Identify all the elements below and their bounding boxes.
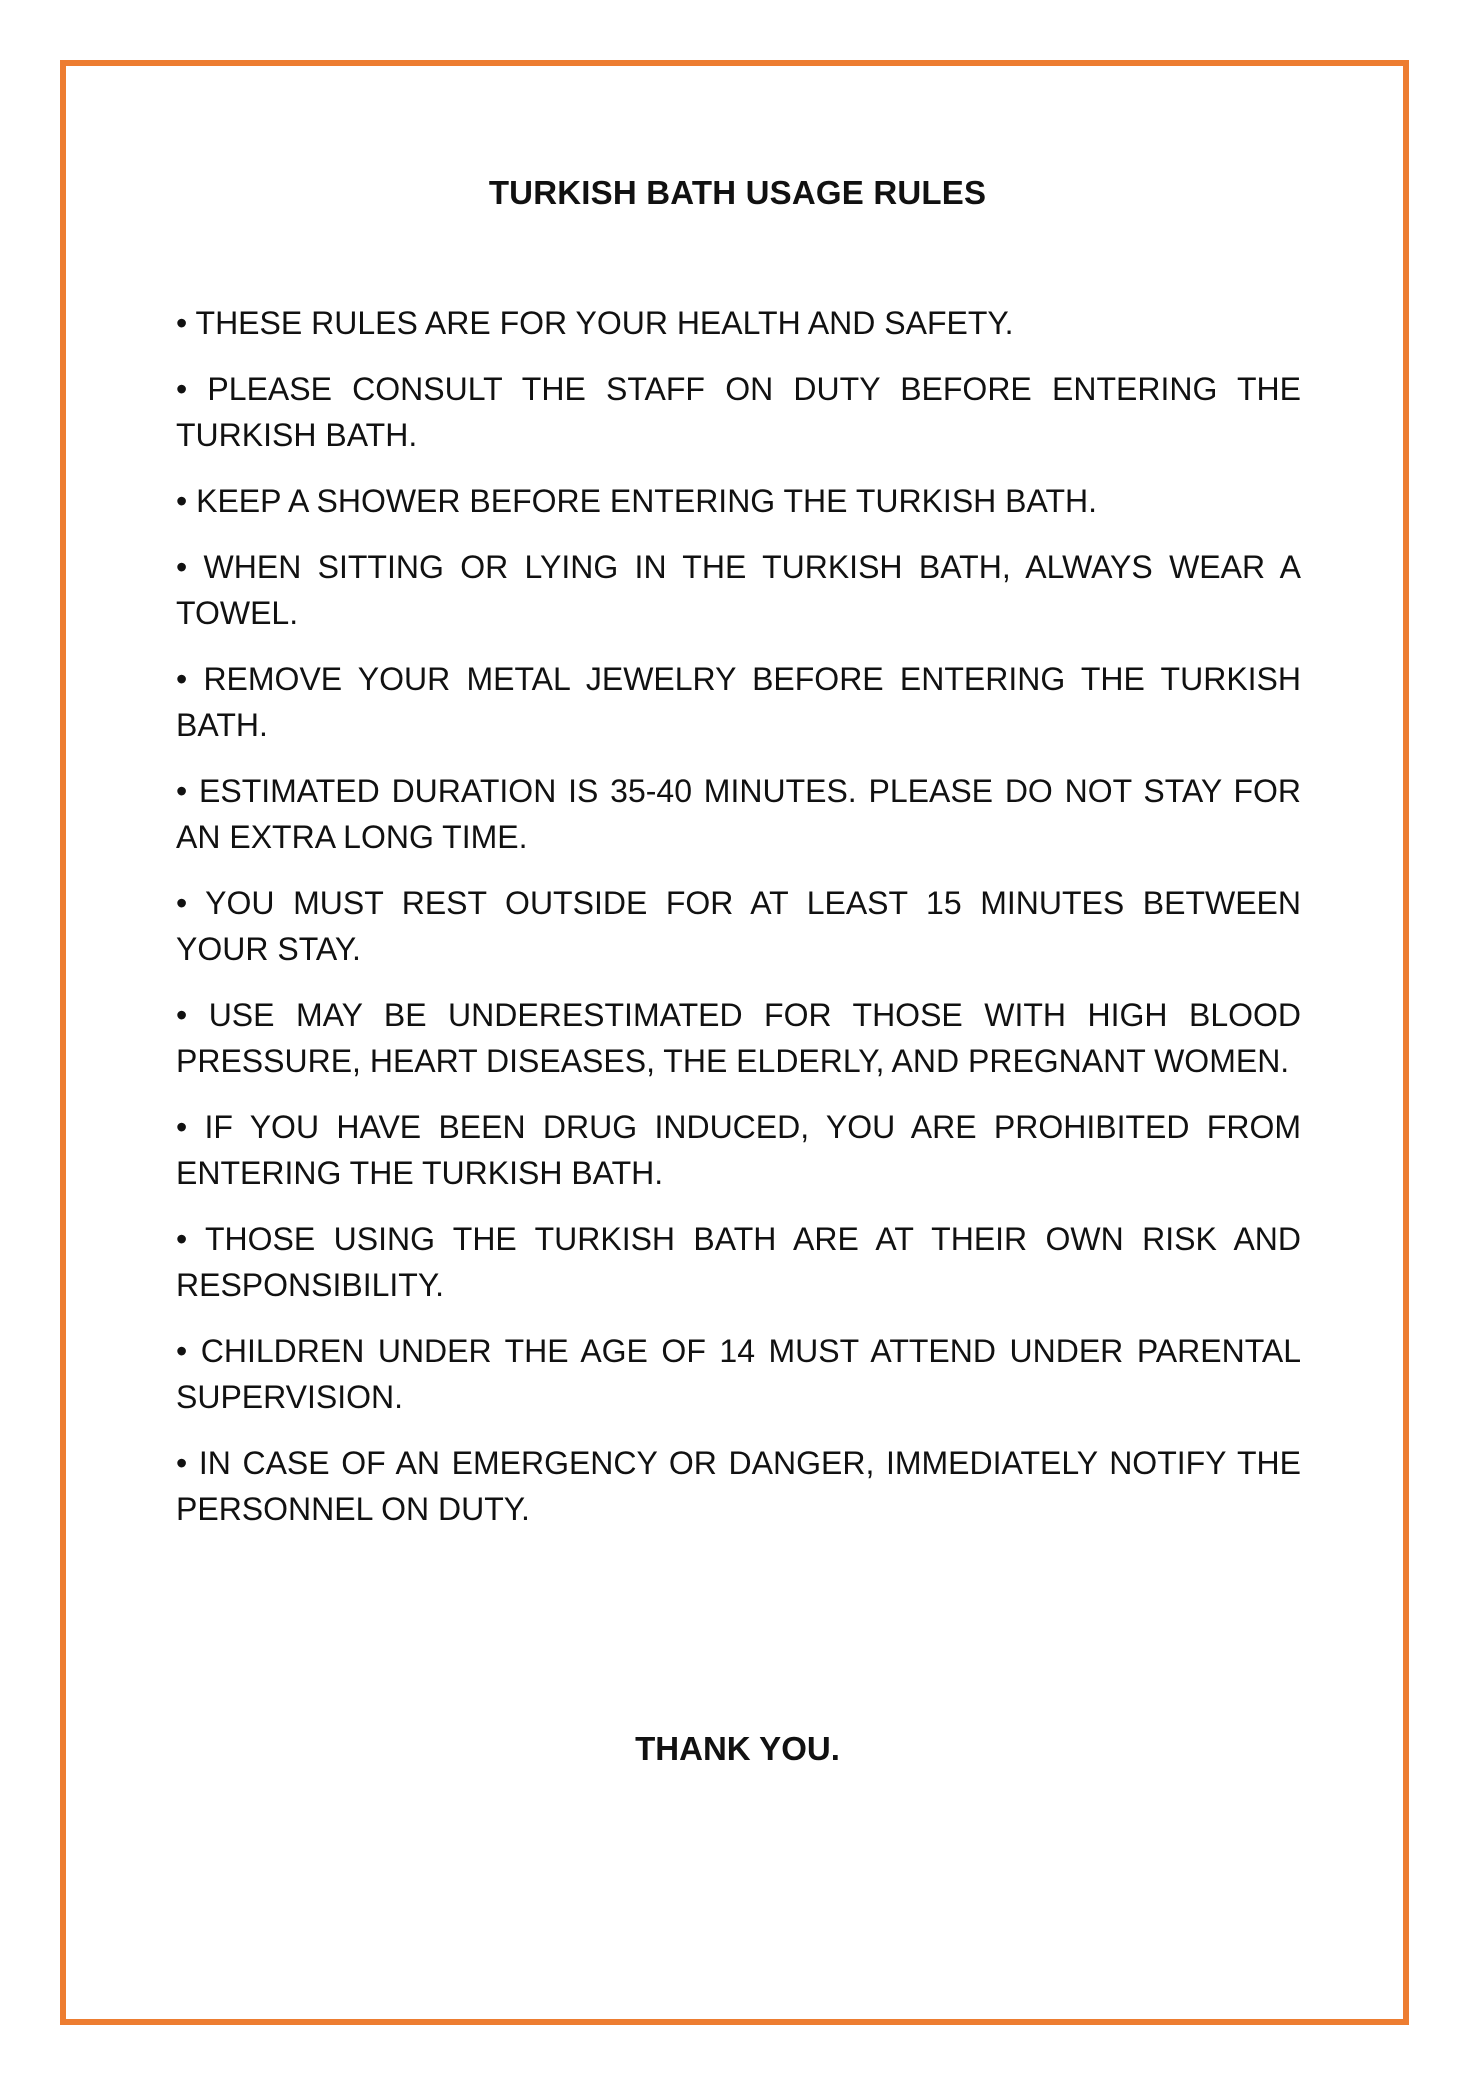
rule-item: • PLEASE CONSULT THE STAFF ON DUTY BEFORE ENTERING THE TURKISH BATH.: [176, 371, 1301, 453]
rule-item: • THESE RULES ARE FOR YOUR HEALTH AND SAFETY.: [176, 305, 1014, 341]
rule-item: • WHEN SITTING OR LYING IN THE TURKISH BATH, ALWAYS WEAR A TOWEL.: [176, 549, 1301, 631]
rule-item: • IF YOU HAVE BEEN DRUG INDUCED, YOU ARE PROHIBITED FROM ENTERING THE TURKISH BATH.: [176, 1109, 1301, 1191]
rule-item: • IN CASE OF AN EMERGENCY OR DANGER, IMMEDIATELY NOTIFY THE PERSONNEL ON DUTY.: [176, 1445, 1301, 1527]
rule-item: • REMOVE YOUR METAL JEWELRY BEFORE ENTERING THE TURKISH BATH.: [176, 661, 1301, 743]
rule-item: • CHILDREN UNDER THE AGE OF 14 MUST ATTEND UNDER PARENTAL SUPERVISION.: [176, 1333, 1301, 1415]
rule-item: • USE MAY BE UNDERESTIMATED FOR THOSE WITH HIGH BLOOD PRESSURE, HEART DISEASES, THE ELDERLY, AND PREGNANT WOMEN.: [176, 997, 1301, 1079]
rule-item: • THOSE USING THE TURKISH BATH ARE AT THEIR OWN RISK AND RESPONSIBILITY.: [176, 1221, 1301, 1303]
rule-item: • ESTIMATED DURATION IS 35-40 MINUTES. PLEASE DO NOT STAY FOR AN EXTRA LONG TIME.: [176, 773, 1301, 855]
rule-item: • YOU MUST REST OUTSIDE FOR AT LEAST 15 MINUTES BETWEEN YOUR STAY.: [176, 885, 1301, 967]
page-title: TURKISH BATH USAGE RULES: [488, 174, 987, 211]
rule-item: • KEEP A SHOWER BEFORE ENTERING THE TURKISH BATH.: [176, 483, 1098, 519]
rules-list: [176, 300, 1301, 1552]
closing-text: THANK YOU.: [635, 1730, 840, 1767]
